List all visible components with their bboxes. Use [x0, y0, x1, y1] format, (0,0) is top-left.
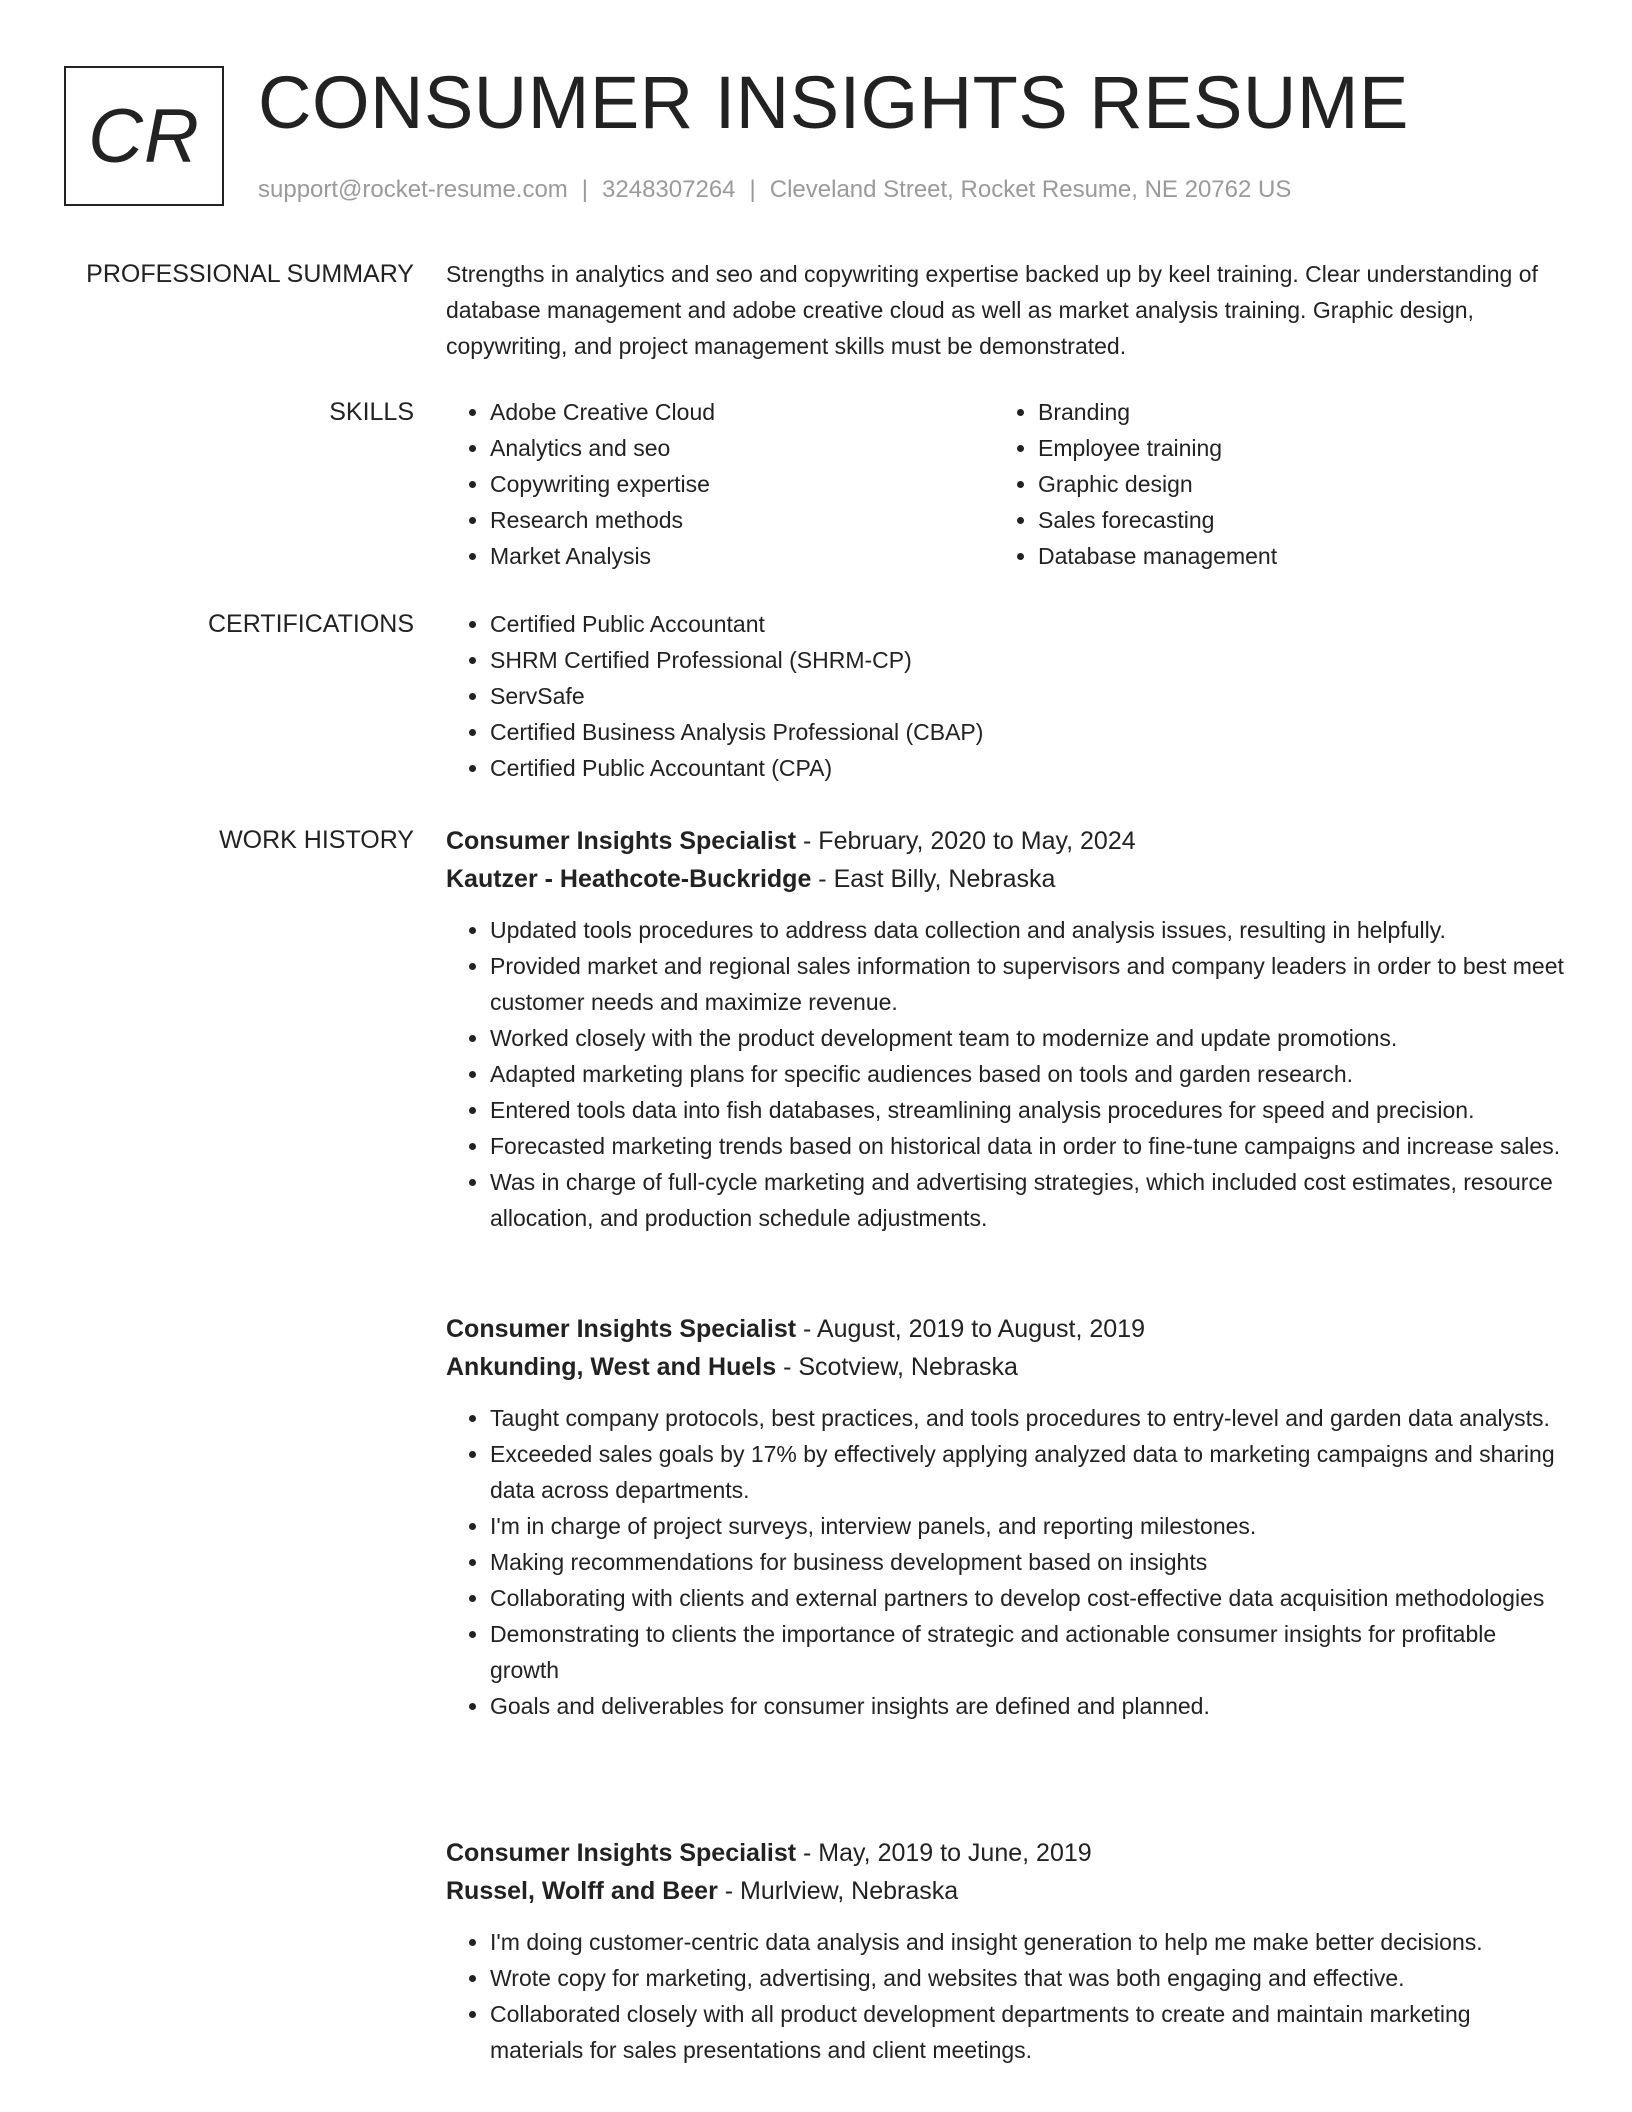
- certifications-body: [446, 606, 1566, 786]
- job-bullet-item: • Goals and deliverables for consumer insights are defined and planned.: [490, 1688, 1566, 1724]
- work-label: WORK HISTORY: [219, 826, 414, 854]
- certifications-label: CERTIFICATIONS: [207, 610, 414, 638]
- skills-list-right: [994, 394, 1542, 574]
- job-bullet-item: • Provided market and regional sales information to supervisors and company leaders in order to best meet customer needs and maximize revenue.: [490, 948, 1566, 1020]
- summary-body: [446, 256, 1566, 364]
- skill-item: • Branding: [1038, 394, 1542, 430]
- job-entry-1: [446, 822, 1566, 1236]
- certification-item: • Certified Business Analysis Professional (CBAP): [490, 714, 1566, 750]
- job-title-line: [446, 822, 1566, 860]
- job-title-line: [446, 1310, 1566, 1348]
- job-location: - East Billy, Nebraska: [811, 865, 1056, 893]
- job-company: Ankunding, West and Huels: [446, 1353, 777, 1381]
- skills-column-right: [994, 394, 1542, 574]
- skill-item: • Database management: [1038, 538, 1542, 574]
- job-bullet-item: • Worked closely with the product development team to modernize and update promotions.: [490, 1020, 1566, 1056]
- job-bullets: [446, 1924, 1566, 2068]
- job-company-line: [446, 860, 1566, 898]
- skills-body: [446, 394, 1566, 574]
- job-bullet-item: • Adapted marketing plans for specific audiences based on tools and garden research.: [490, 1056, 1566, 1092]
- job-dates: - May, 2019 to June, 2019: [796, 1839, 1092, 1867]
- skills-grid: [446, 394, 1566, 574]
- skills-column-left: [446, 394, 994, 574]
- certification-item: • Certified Public Accountant (CPA): [490, 750, 1566, 786]
- job-dates: - February, 2020 to May, 2024: [796, 827, 1136, 855]
- job-bullets: [446, 912, 1566, 1236]
- skill-item: • Sales forecasting: [1038, 502, 1542, 538]
- contact-address: Cleveland Street, Rocket Resume, NE 20762 US: [769, 176, 1292, 203]
- monogram-logo: CR: [64, 66, 224, 206]
- job-bullet-item: • Entered tools data into fish databases, streamlining analysis procedures for speed and precision.: [490, 1092, 1566, 1128]
- contact-email: support@rocket-resume.com: [258, 176, 568, 203]
- contact-line: [258, 174, 1291, 206]
- job-location: - Scotview, Nebraska: [776, 1353, 1018, 1381]
- summary-text: Strengths in analytics and seo and copywriting expertise backed up by keel training. Clear understanding of database management and adobe creative cloud as well as market analysis training. Graphic design, copywriting, and project management skills must be demonstrated.: [446, 261, 1538, 359]
- job-bullet-item: • Exceeded sales goals by 17% by effectively applying analyzed data to marketing campaigns and sharing data across departments.: [490, 1436, 1566, 1508]
- job-bullet-item: • Wrote copy for marketing, advertising, and websites that was both engaging and effective.: [490, 1960, 1566, 1996]
- page-title: CONSUMER INSIGHTS RESUME: [258, 61, 1409, 144]
- job-bullet-item: • Taught company protocols, best practices, and tools procedures to entry-level and garden data analysts.: [490, 1400, 1566, 1436]
- job-title: Consumer Insights Specialist: [446, 827, 797, 855]
- job-title: Consumer Insights Specialist: [446, 1315, 797, 1343]
- job-bullet-item: • I'm doing customer-centric data analysis and insight generation to help me make better decisions.: [490, 1924, 1566, 1960]
- job-title-line: [446, 1834, 1566, 1872]
- job-bullet-item: • Updated tools procedures to address data collection and analysis issues, resulting in helpfully.: [490, 912, 1566, 948]
- job-bullet-item: • Forecasted marketing trends based on historical data in order to fine-tune campaigns and increase sales.: [490, 1128, 1566, 1164]
- job-company-line: [446, 1872, 1566, 1910]
- certification-item: • Certified Public Accountant: [490, 606, 1566, 642]
- job-bullets: [446, 1400, 1566, 1724]
- skill-item: • Employee training: [1038, 430, 1542, 466]
- job-bullet-item: • Demonstrating to clients the importance of strategic and actionable consumer insights for profitable growth: [490, 1616, 1566, 1688]
- job-company: Kautzer - Heathcote-Buckridge: [446, 865, 812, 893]
- skill-item: • Adobe Creative Cloud: [490, 394, 994, 430]
- skill-item: • Market Analysis: [490, 538, 994, 574]
- job-company-line: [446, 1348, 1566, 1386]
- skills-list-left: [446, 394, 994, 574]
- job-bullet-item: • Making recommendations for business development based on insights: [490, 1544, 1566, 1580]
- contact-separator: |: [749, 176, 756, 203]
- certifications-list: [446, 606, 1566, 786]
- summary-label: PROFESSIONAL SUMMARY: [86, 260, 414, 288]
- job-entry-2: [446, 1310, 1566, 1724]
- job-bullet-item: • Was in charge of full-cycle marketing and advertising strategies, which included cost estimates, resource allocation, and production schedule adjustments.: [490, 1164, 1566, 1236]
- contact-separator: |: [581, 176, 589, 203]
- job-title: Consumer Insights Specialist: [446, 1839, 797, 1867]
- certification-item: • ServSafe: [490, 678, 1566, 714]
- job-dates: - August, 2019 to August, 2019: [796, 1315, 1145, 1343]
- contact-phone: 3248307264: [602, 176, 736, 203]
- job-bullet-item: • I'm in charge of project surveys, interview panels, and reporting milestones.: [490, 1508, 1566, 1544]
- skills-label: SKILLS: [329, 398, 414, 426]
- skill-item: • Graphic design: [1038, 466, 1542, 502]
- job-bullet-item: • Collaborated closely with all product development departments to create and maintain marketing materials for sales presentations and client meetings.: [490, 1996, 1566, 2068]
- skill-item: • Copywriting expertise: [490, 466, 994, 502]
- job-bullet-item: • Collaborating with clients and external partners to develop cost-effective data acquisition methodologies: [490, 1580, 1566, 1616]
- job-company: Russel, Wolff and Beer: [446, 1877, 718, 1905]
- skill-item: • Research methods: [490, 502, 994, 538]
- skill-item: • Analytics and seo: [490, 430, 994, 466]
- job-entry-3: [446, 1834, 1566, 2068]
- job-location: - Murlview, Nebraska: [717, 1877, 959, 1905]
- certification-item: • SHRM Certified Professional (SHRM-CP): [490, 642, 1566, 678]
